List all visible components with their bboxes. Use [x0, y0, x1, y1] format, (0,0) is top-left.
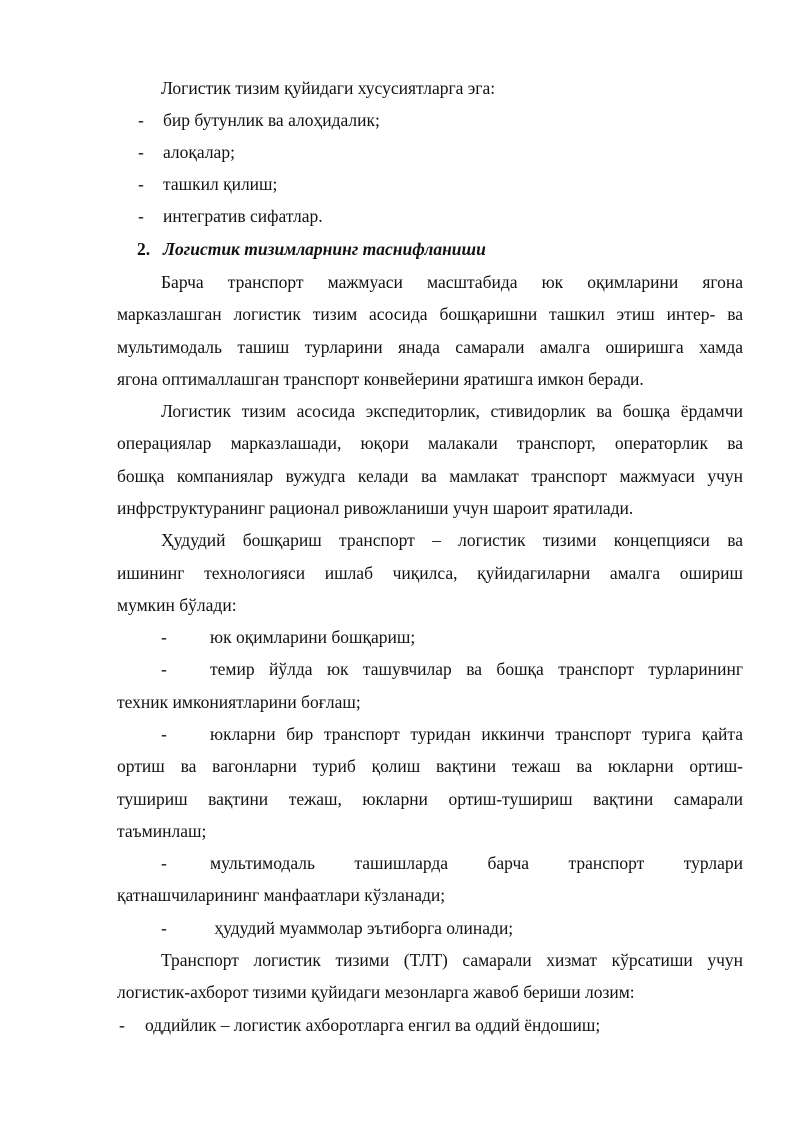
result-item-cont: қатнашчиларининг манфаатлари кўзланади; [117, 885, 446, 905]
paragraph-line: логистик-ахборот тизими қуйидаги мезонларга жавоб бериши лозим: [117, 982, 635, 1002]
list-dash: - [161, 853, 167, 873]
paragraph-line: ишининг технологияси ишлаб чиқилса, қуйидагиларни амалга ошириш [117, 563, 743, 583]
list-dash: - [161, 659, 167, 679]
list-dash: - [161, 724, 167, 744]
intro-text: Логистик тизим қуйидаги хусусиятларга эга: [161, 78, 496, 98]
paragraph-line: мультимодаль ташиш турларини янада самарали амалга оширишга хамда [117, 337, 743, 357]
result-item-cont: техник имкониятларини боғлаш; [117, 692, 361, 712]
paragraph-line: Ҳудудий бошқариш транспорт – логистик тизими концепцияси ва [161, 530, 743, 550]
result-item: юкларни бир транспорт туридан иккинчи транспорт турига қайта [210, 724, 743, 744]
property-item: алоқалар; [163, 142, 235, 162]
result-item-cont: тушириш вақтини тежаш, юкларни ортиш-тушириш вақтини самарали [117, 789, 743, 809]
list-dash: - [138, 142, 144, 162]
paragraph-line: бошқа компаниялар вужудга келади ва мамлакат транспорт мажмуаси учун [117, 466, 743, 486]
list-dash: - [138, 174, 144, 194]
paragraph-line: ягона оптималлашган транспорт конвейерини яратишга имкон беради. [117, 369, 644, 389]
paragraph-line: Логистик тизим асосида экспедиторлик, стивидорлик ва бошқа ёрдамчи [161, 401, 743, 421]
list-dash: - [161, 627, 167, 647]
list-dash: - [138, 206, 144, 226]
criteria-item: оддийлик – логистик ахборотларга енгил ва оддий ёндошиш; [145, 1015, 601, 1035]
result-item: мультимодаль ташишларда барча транспорт турлари [210, 853, 743, 873]
section-number: 2. [137, 239, 151, 259]
list-dash: - [138, 110, 144, 130]
property-item: бир бутунлик ва алоҳидалик; [163, 110, 380, 130]
property-item: ташкил қилиш; [163, 174, 278, 194]
paragraph-line: инфрструктуранинг рационал ривожланиши учун шароит яратилади. [117, 498, 634, 518]
list-dash: - [119, 1015, 125, 1035]
result-item: темир йўлда юк ташувчилар ва бошқа транспорт турларининг [210, 659, 743, 679]
paragraph-line: марказлашган логистик тизим асосида бошқаришни ташкил этиш интер- ва [117, 304, 743, 324]
result-item: ҳудудий муаммолар эътиборга олинади; [210, 918, 514, 938]
paragraph-line: операциялар марказлашади, юқори малакали транспорт, операторлик ва [117, 433, 743, 453]
paragraph-line: Барча транспорт мажмуаси масштабида юк оқимларини ягона [161, 272, 743, 292]
result-item-cont: таъминлаш; [117, 821, 207, 841]
list-dash: - [161, 918, 167, 938]
property-item: интегратив сифатлар. [163, 206, 323, 226]
paragraph-line: мумкин бўлади: [117, 595, 237, 615]
section-title: Логистик тизимларнинг таснифланиши [163, 239, 486, 259]
paragraph-line: Транспорт логистик тизими (ТЛТ) самарали хизмат кўрсатиши учун [161, 950, 743, 970]
result-item: юк оқимларини бошқариш; [210, 627, 416, 647]
result-item-cont: ортиш ва вагонларни туриб қолиш вақтини тежаш ва юкларни ортиш- [117, 756, 743, 776]
